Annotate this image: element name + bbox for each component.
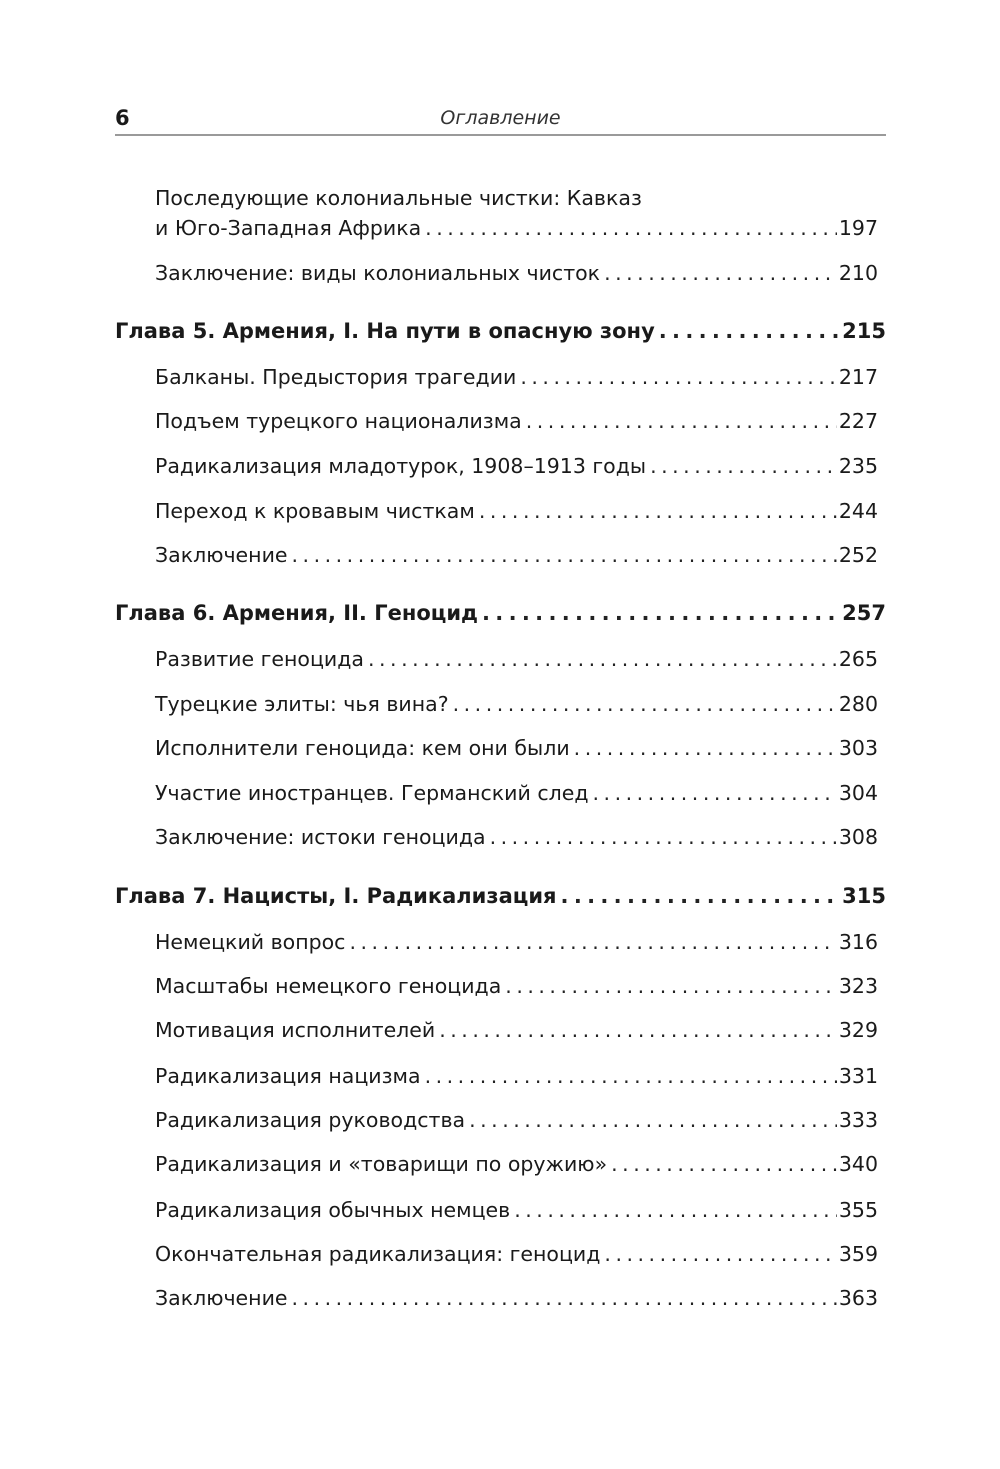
dot-leader: [650, 451, 837, 481]
toc-entry-page: 244: [838, 499, 878, 523]
dot-leader: [368, 644, 837, 674]
toc-entry-page: 280: [838, 692, 878, 716]
toc-entry-label: Заключение: виды колониальных чисток: [155, 261, 601, 285]
toc-entry-label: Радикализация нацизма: [155, 1064, 421, 1088]
toc-entry-section[interactable]: [155, 971, 878, 1001]
toc-entry-section[interactable]: [155, 1149, 878, 1179]
dot-leader: [593, 778, 837, 808]
toc-entry-label: Участие иностранцев. Германский след: [155, 781, 589, 805]
dot-leader: [425, 213, 837, 243]
toc-entry-label: Заключение: истоки геноцида: [155, 825, 486, 849]
toc-chapter-label: Глава 6. Армения, II. Геноцид: [115, 601, 479, 625]
dot-leader: [611, 1149, 837, 1179]
toc-entry-label: Развитие геноцида: [155, 647, 364, 671]
toc-entry-section[interactable]: [155, 689, 878, 719]
toc-chapter-page: 315: [842, 884, 886, 908]
toc-entry-section[interactable]: [155, 540, 878, 570]
page-number: 6: [115, 106, 130, 130]
dot-leader: [574, 733, 837, 763]
running-title: Оглавление: [440, 107, 561, 129]
toc-entry-page: 210: [838, 261, 878, 285]
toc-entry-label: Подъем турецкого национализма: [155, 409, 522, 433]
toc-entry-page: 359: [838, 1242, 878, 1266]
toc-entry-page: 340: [838, 1152, 878, 1176]
toc-entry-page: 217: [838, 365, 878, 389]
dot-leader: [425, 1061, 837, 1091]
toc-entry-page: 331: [838, 1064, 878, 1088]
toc-entry-section[interactable]: [155, 822, 878, 852]
toc-entry-label: Масштабы немецкого геноцида: [155, 974, 502, 998]
toc-entry-label: Радикализация и «товарищи по оружию»: [155, 1152, 608, 1176]
toc-entry-label: Мотивация исполнителей: [155, 1018, 436, 1042]
page-header: [115, 104, 886, 136]
dot-leader: [490, 822, 837, 852]
toc-entry-section[interactable]: [155, 362, 878, 392]
toc-entry-chapter[interactable]: [115, 881, 886, 911]
toc-entry-label: Окончательная радикализация: геноцид: [155, 1242, 601, 1266]
dot-leader: [479, 496, 837, 526]
toc-chapter-label: Глава 5. Армения, I. На пути в опасную зону: [115, 319, 655, 343]
toc-entry-page: 323: [838, 974, 878, 998]
toc-chapter-page: 257: [842, 601, 886, 625]
dot-leader: [520, 362, 837, 392]
toc-entry-page: 329: [838, 1018, 878, 1042]
toc-entry-label: и Юго-Западная Африка: [155, 216, 422, 240]
dot-leader: [505, 971, 837, 1001]
toc-entry-page: 355: [838, 1198, 878, 1222]
toc-entry-section[interactable]: [155, 1015, 878, 1045]
toc-chapter-label: Глава 7. Нацисты, I. Радикализация: [115, 884, 557, 908]
toc-entry-chapter[interactable]: [115, 598, 886, 628]
toc-entry-label: Радикализация младотурок, 1908–1913 годы: [155, 454, 647, 478]
toc-entry-page: 265: [838, 647, 878, 671]
toc-entry-label: Заключение: [155, 543, 288, 567]
toc-entry-section[interactable]: [155, 733, 878, 763]
toc-entry-section[interactable]: [155, 451, 878, 481]
dot-leader: [439, 1015, 837, 1045]
dot-leader: [561, 881, 841, 911]
toc-entry-label: Немецкий вопрос: [155, 930, 346, 954]
dot-leader: [526, 406, 837, 436]
toc-entry-page: 235: [838, 454, 878, 478]
dot-leader: [604, 1239, 836, 1269]
toc-entry-page: 316: [838, 930, 878, 954]
toc-entry-page: 303: [838, 736, 878, 760]
toc-entry-label: Заключение: [155, 1286, 288, 1310]
toc-entry-section[interactable]: [155, 778, 878, 808]
toc-entry-page: 308: [838, 825, 878, 849]
toc-chapter-page: 215: [842, 319, 886, 343]
dot-leader: [469, 1105, 837, 1135]
dot-leader: [514, 1195, 837, 1225]
toc-entry-page: 304: [838, 781, 878, 805]
toc-entry-label-line1: Последующие колониальные чистки: Кавказ: [155, 186, 642, 210]
toc-entry-label: Исполнители геноцида: кем они были: [155, 736, 570, 760]
toc-entry-label: Балканы. Предыстория трагедии: [155, 365, 517, 389]
dot-leader: [292, 540, 837, 570]
toc-entry-section[interactable]: [155, 1105, 878, 1135]
toc-entry-section[interactable]: [155, 496, 878, 526]
toc-entry-page: 227: [838, 409, 878, 433]
toc-entry-page: 252: [838, 543, 878, 567]
dot-leader: [482, 598, 840, 628]
dot-leader: [659, 316, 840, 346]
dot-leader: [292, 1283, 837, 1313]
toc-entry-section[interactable]: [155, 183, 878, 243]
toc-entry-label: Радикализация обычных немцев: [155, 1198, 511, 1222]
toc-entry-section[interactable]: [155, 1239, 878, 1269]
dot-leader: [453, 689, 837, 719]
toc-entry-label: Турецкие элиты: чья вина?: [155, 692, 449, 716]
toc-entry-section[interactable]: [155, 1283, 878, 1313]
toc-entry-section[interactable]: [155, 1195, 878, 1225]
toc-entry-section[interactable]: [155, 1061, 878, 1091]
toc-entry-page: 197: [838, 216, 878, 240]
dot-leader: [349, 927, 836, 957]
toc-entry-section[interactable]: [155, 406, 878, 436]
toc-entry-section[interactable]: [155, 644, 878, 674]
dot-leader: [604, 258, 837, 288]
toc-entry-section[interactable]: [155, 258, 878, 288]
toc-entry-page: 363: [838, 1286, 878, 1310]
toc-entry-page: 333: [838, 1108, 878, 1132]
toc-entry-label: Радикализация руководства: [155, 1108, 466, 1132]
toc-entry-label: Переход к кровавым чисткам: [155, 499, 475, 523]
toc-entry-chapter[interactable]: [115, 316, 886, 346]
toc-entry-section[interactable]: [155, 927, 878, 957]
